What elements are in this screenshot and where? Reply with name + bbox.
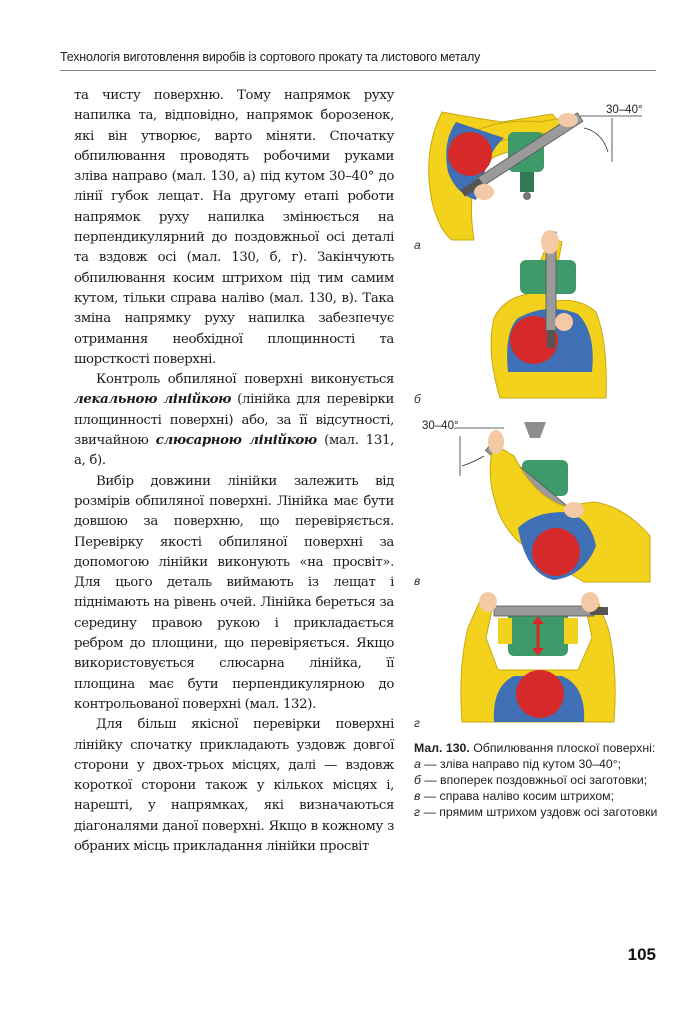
header-divider [60,70,656,71]
head-v [532,528,580,576]
figure-b-illustration [478,222,618,400]
head-g [516,670,564,718]
angle-label-a: 30–40° [606,104,643,116]
figure-v-illustration [414,416,654,584]
paragraph-1: та чисту поверхню. Тому напрямок руху напилка та, відповідно, напрямок борозенок, які він утворює, варто міняти. Спочатку обпилювання проводять робочими руками зліва направо (мал. 130, а) під кутом 30–40° до лінії губок лещат. На другому етапі роботи напрямок руху напилка змінюється на перпендикулярний до поздовжньої осі деталі та вздовж осі (мал. 130, б, г). Закінчують обпилювання косим штрихом під тим самим кутом, тільки справа наліво (мал. 130, в). Така зміна напрямку руху напилка забезпечує отримання необхідної площинності та шорсткості поверхні. [74,88,394,367]
main-text-column [74,86,394,857]
figure-label-a: а [414,238,421,252]
figure-g-illustration [458,588,618,722]
figure-label-b: б [414,392,421,406]
paragraph-4: Для більш якісної перевірки поверхні лінійку спочатку прикладають уздовж довгої сторони у двох-трьох місцях, далі — вздовж короткої сторони також у кількох місцях і, нарешті, у напрямках, які визначаються діагоналями даної поверхні. Якщо в кожному з обраних місць прикладання лінійки просвіт [74,717,394,854]
paragraph-3: Вибір довжини лінійки залежить від розмірів обпиляної поверхні. Лінійка має бути довшою за поверхню, що перевіряється. Перевірку якості обпиляної поверхні за допомогою лінійки виконують «на просвіт». Для цього деталь виймають із лещат і піднімають на рівень очей. Лінійка береться за середину правою рукою і прикладається ребром до площини, що перевіряється. Якщо використовується слюсарна лінійка, її площина має бути перпендикулярною до контрольованої поверхні (мал. 132). [74,473,394,712]
head-a [448,132,492,176]
caption-title: Мал. 130. [414,741,470,755]
angle-label-v: 30–40° [422,420,459,432]
figure-caption: Мал. 130. Обпилювання плоскої поверхні: а — зліва направо під кутом 30–40°; б — впоперек поздовжньої осі заготовки; в — справа наліво косим штрихом; г — прямим штрихом уздовж осі заготовки [414,741,658,820]
page-number: 105 [627,945,656,964]
term-lekalna-liniika: лекальною лінійкою [74,392,232,408]
paragraph-2: Контроль обпиляної поверхні виконується лекальною лінійкою (лінійка для перевірки площинності поверхні) або, за її відсутності, звичайною слюсарною лінійкою (мал. 131, а, б). [74,372,395,469]
term-slusarna-liniika: слюсарною лінійкою [155,433,317,449]
running-header: Технологія виготовлення виробів із сортового прокату та листового металу [60,50,481,64]
figure-label-v: в [414,574,421,588]
figure-label-g: г [414,716,420,730]
